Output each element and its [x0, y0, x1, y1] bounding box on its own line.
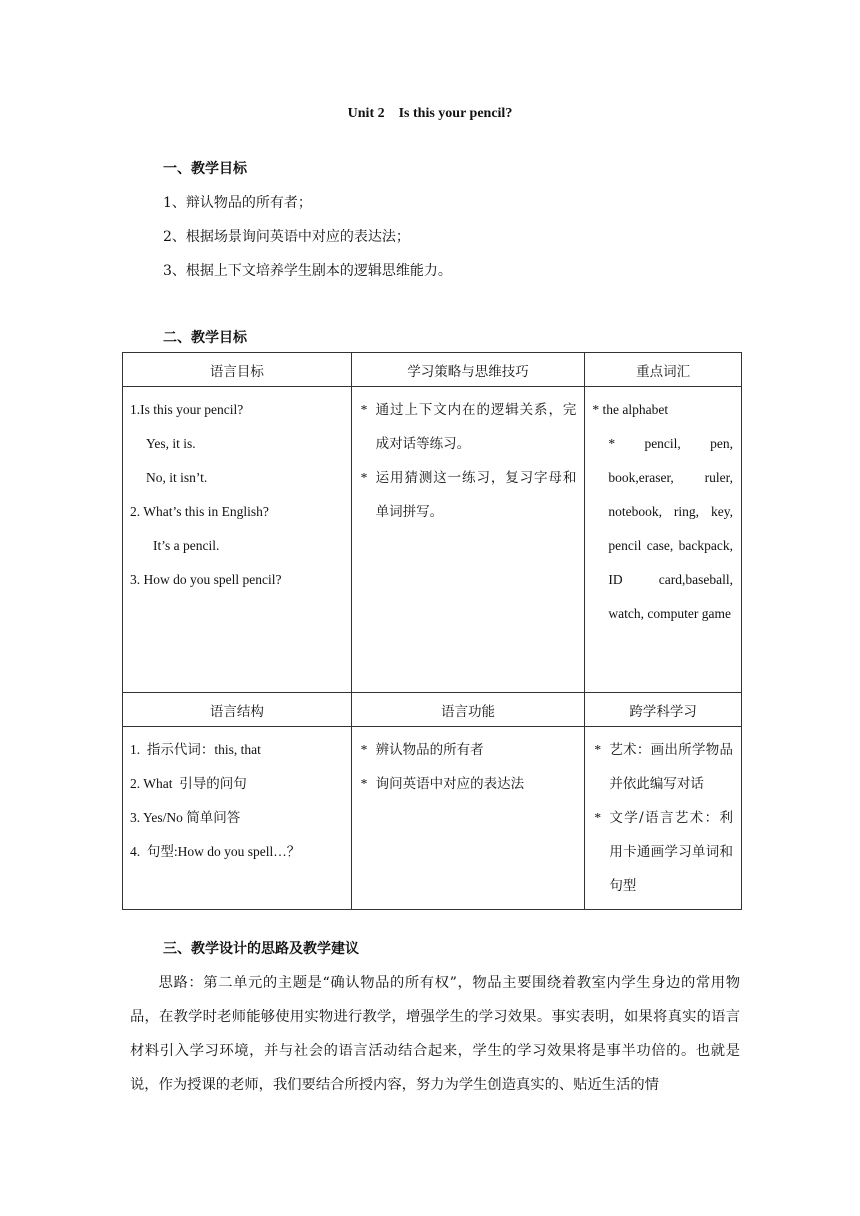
table-row [123, 727, 742, 910]
section-heading-design: 三、教学设计的思路及教学建议 [163, 941, 359, 957]
goal-line: It’s a pencil. [153, 538, 220, 553]
cell-functions [351, 727, 585, 910]
cell-key-vocab [585, 387, 742, 693]
vocab-alphabet: * the alphabet [592, 402, 669, 417]
header-cell-strategies: 学习策略与思维技巧 [351, 353, 585, 387]
bullet-star: * [360, 776, 368, 791]
bullet-star: * [594, 742, 602, 757]
header-cell-key-vocab: 重点词汇 [585, 353, 742, 387]
cell-strategies [351, 387, 585, 693]
vocab-list: * pencil, pen, book,eraser, ruler, notebook, ring, key, pencil case, backpack, ID card,baseball, watch, computer game [608, 436, 733, 621]
cell-cross-subject [585, 727, 742, 910]
structure-line: 4. 句型:How do you spell…？ [130, 844, 301, 859]
cell-language-goals [123, 387, 352, 693]
design-paragraph: 思路：第二单元的主题是“确认物品的所有权”，物品主要围绕着教室内学生身边的常用物品，在教学时老师能够使用实物进行教学，增强学生的学习效果。事实表明，如果将真实的语言材料引入学习环境，并与社会的语言活动结合起来，学生的学习效果将是事半功倍的。也就是说，作为授课的老师，我们要结合所授内容，努力为学生创造真实的、贴近生活的情 [130, 975, 740, 1093]
bullet-star: * [360, 742, 368, 757]
function-item: * 辨认物品的所有者 [361, 733, 579, 767]
header-cell-structures: 语言结构 [123, 693, 352, 727]
document-title: Unit 2 Is this your pencil? [347, 106, 513, 121]
structure-line: 1. 指示代词：this, that [130, 742, 261, 757]
goal-line: 2. What’s this in English? [130, 504, 269, 519]
goal-line: No, it isn’t. [146, 470, 208, 485]
goal-line: 3. How do you spell pencil? [130, 572, 282, 587]
table-header-row [123, 353, 742, 387]
goal-line: 1.Is this your pencil? [130, 402, 244, 417]
objective-item: 1、辩认物品的所有者； [163, 195, 312, 211]
goal-line: Yes, it is. [146, 436, 196, 451]
function-item: * 询问英语中对应的表达法 [361, 767, 579, 801]
goals-table [122, 352, 742, 910]
cell-structures [123, 727, 352, 910]
section-heading-goals: 二、教学目标 [163, 330, 247, 346]
cross-subject-item: * 文学/语言艺术：利用卡通画学习单词和句型 [594, 801, 733, 903]
objective-item: 3、根据上下文培养学生剧本的逻辑思维能力。 [163, 263, 452, 279]
bullet-star: * [360, 402, 368, 417]
header-cell-language-goals: 语言目标 [123, 353, 352, 387]
objective-item: 2、根据场景询问英语中对应的表达法； [163, 229, 410, 245]
structure-line: 2. What 引导的问句 [130, 776, 247, 791]
table-row [123, 387, 742, 693]
header-cell-cross-subject: 跨学科学习 [585, 693, 742, 727]
header-cell-functions: 语言功能 [351, 693, 585, 727]
cross-subject-item: * 艺术：画出所学物品并依此编写对话 [594, 733, 733, 801]
bullet-star: * [360, 470, 368, 485]
strategy-item: * 通过上下文内在的逻辑关系，完成对话等练习。 [361, 393, 577, 461]
table-header-row-2 [123, 693, 742, 727]
structure-line: 3. Yes/No 简单问答 [130, 810, 241, 825]
section-heading-objectives: 一、教学目标 [163, 161, 247, 177]
bullet-star: * [594, 810, 602, 825]
strategy-item: * 运用猜测这一练习，复习字母和单词拼写。 [361, 461, 577, 529]
